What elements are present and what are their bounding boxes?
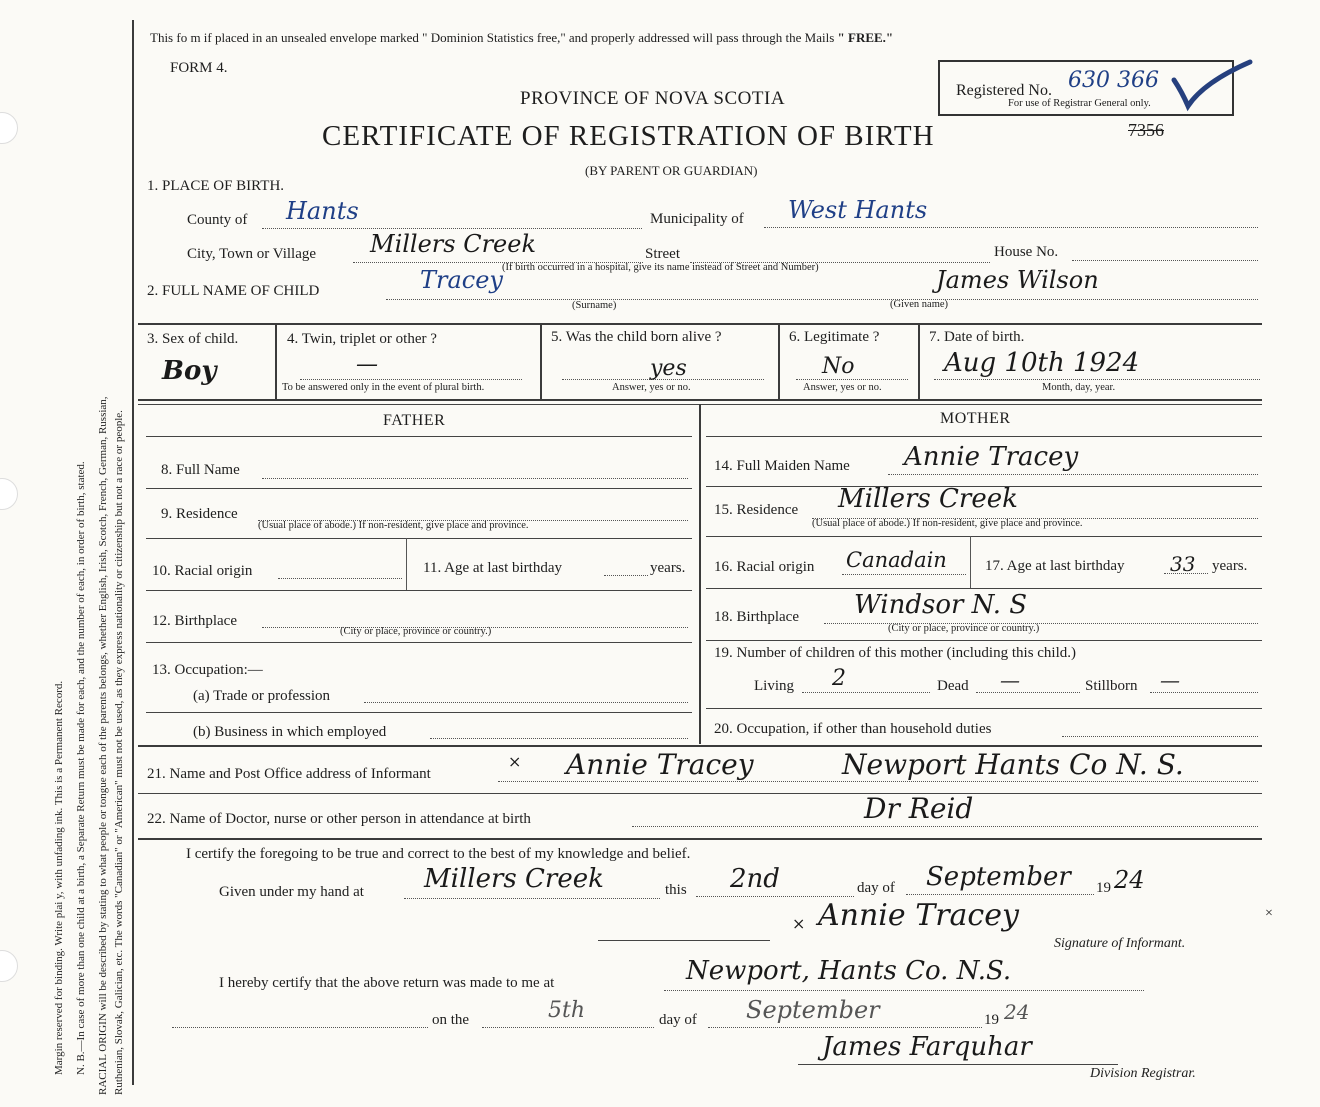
check-mark-icon <box>1170 58 1256 114</box>
father-name-line <box>262 478 688 479</box>
registrar-place-line <box>664 990 1144 991</box>
mother-race-value: Canadain <box>846 548 947 572</box>
informant-top-rule <box>138 745 1262 747</box>
binding-hole-middle <box>0 478 18 510</box>
mother-occupation-line <box>1062 736 1258 737</box>
binding-hole-bottom <box>0 950 18 982</box>
mother-residence-note: (Usual place of abode.) If non-resident, give place and province. <box>812 518 1083 529</box>
father-row-rule-5 <box>146 712 692 713</box>
registrar-place-value: Newport, Hants Co. N.S. <box>686 956 1012 986</box>
postal-free: " FREE." <box>837 30 894 45</box>
col-divider-3 <box>778 323 780 399</box>
child-name-line <box>386 299 1258 300</box>
twin-label: 4. Twin, triplet or other ? <box>287 331 437 347</box>
born-alive-label: 5. Was the child born alive ? <box>551 329 722 345</box>
father-race-line <box>278 578 402 579</box>
registrar-month-line <box>708 1027 982 1028</box>
house-no-line <box>1072 260 1258 261</box>
father-row-rule-1 <box>146 488 692 489</box>
registrar-day-value: 5th <box>548 998 586 1023</box>
registrar-left-line <box>172 1027 428 1028</box>
born-alive-note: Answer, yes or no. <box>612 382 691 393</box>
binding-hole-top <box>0 112 18 144</box>
registrar-day-of-label: day of <box>659 1012 697 1028</box>
division-registrar-label: Division Registrar. <box>1090 1066 1196 1081</box>
given-month-line <box>906 894 1094 895</box>
margin-multiple-birth-note: N. B.—In case of more than one child at a birth, a Separate Return must be made for each, and the number of each, in order of birth, stated. <box>75 461 87 1075</box>
father-heading: FATHER <box>383 412 446 429</box>
registrar-certify-text: I hereby certify that the above return was made to me at <box>219 975 555 991</box>
col-divider-4 <box>918 323 920 399</box>
house-no-label: House No. <box>994 244 1059 260</box>
father-name-label: 8. Full Name <box>161 462 240 478</box>
given-year-prefix: 19 <box>1096 880 1111 896</box>
given-under-hand-label: Given under my hand at <box>219 884 364 900</box>
date-of-birth-line <box>934 379 1260 380</box>
registrar-month-value: September <box>746 996 880 1024</box>
mother-age-unit: years. <box>1212 558 1248 574</box>
mother-residence-value: Millers Creek <box>838 484 1018 514</box>
row-top-rule <box>138 323 1262 325</box>
municipality-label: Municipality of <box>650 211 744 227</box>
doctor-label: 22. Name of Doctor, nurse or other person in attendance at birth <box>147 811 531 827</box>
certificate-title: CERTIFICATE OF REGISTRATION OF BIRTH <box>322 120 935 152</box>
father-age-divider <box>406 538 407 590</box>
given-name-note: (Given name) <box>890 299 949 310</box>
given-day-of-label: day of <box>857 880 895 896</box>
mother-name-line <box>888 474 1258 475</box>
city-value: Millers Creek <box>370 230 537 258</box>
mother-row-rule-2 <box>706 536 1262 537</box>
living-line <box>802 692 930 693</box>
legitimate-line <box>796 379 908 380</box>
stillborn-value: — <box>1160 668 1180 692</box>
mother-age-value: 33 <box>1170 552 1196 576</box>
born-alive-value: yes <box>650 356 687 381</box>
city-label: City, Town or Village <box>187 246 317 262</box>
trade-line <box>364 702 688 703</box>
date-of-birth-label: 7. Date of birth. <box>929 329 1025 345</box>
mother-birthplace-value: Windsor N. S <box>854 590 1028 620</box>
stillborn-line <box>1150 692 1258 693</box>
informant-label: 21. Name and Post Office address of Informant <box>147 766 431 782</box>
child-name-label: 2. FULL NAME OF CHILD <box>147 283 320 299</box>
mother-birthplace-label: 18. Birthplace <box>714 609 799 625</box>
father-residence-label: 9. Residence <box>161 506 238 522</box>
living-value: 2 <box>832 666 846 691</box>
county-label: County of <box>187 212 248 228</box>
certificate-subtitle: (BY PARENT OR GUARDIAN) <box>585 163 758 178</box>
mother-birthplace-note: (City or place, province or country.) <box>888 623 1040 634</box>
trade-label: (a) Trade or profession <box>193 688 331 704</box>
mother-residence-label: 15. Residence <box>714 502 799 518</box>
dead-line <box>976 692 1080 693</box>
mother-name-value: Annie Tracey <box>904 442 1079 472</box>
father-age-unit: years. <box>650 560 686 576</box>
father-race-label: 10. Racial origin <box>152 563 253 579</box>
row-bottom-rule <box>138 399 1262 401</box>
mother-row-rule-3 <box>706 588 1262 589</box>
parents-divider <box>699 404 701 744</box>
margin-binding-note: Margin reserved for binding. Write plai y, with unfading ink. This is a Permanent Record. <box>53 680 65 1075</box>
signature-of-informant-label: Signature of Informant. <box>1054 936 1186 951</box>
father-birthplace-note: (City or place, province or country.) <box>340 626 492 637</box>
father-age-line <box>604 575 648 576</box>
given-place-value: Millers Creek <box>424 864 604 894</box>
postal-note: This fo m if placed in an unsealed envelope marked " Dominion Statistics free," and properly addressed will pass through the Mails " FREE." <box>150 30 894 45</box>
registrar-signature: James Farquhar <box>822 1032 1032 1062</box>
legitimate-note: Answer, yes or no. <box>803 382 882 393</box>
margin-racial-origin-note-2: Ruthenian, Slovak, Galician, etc. The words "Canadian" or "American" must not be used, as they express nationality or citizenship but not a race or people. <box>113 410 125 1095</box>
municipality-line <box>764 227 1258 228</box>
mother-heading: MOTHER <box>940 410 1011 427</box>
this-label: this <box>665 882 687 898</box>
legitimate-label: 6. Legitimate ? <box>789 329 880 345</box>
given-day-line <box>696 896 854 897</box>
registered-label: Registered No. <box>956 82 1052 99</box>
registrar-year-value: 24 <box>1004 1000 1030 1024</box>
business-label: (b) Business in which employed <box>193 724 387 740</box>
twin-value: — <box>356 352 376 377</box>
informant-signature: Annie Tracey <box>818 898 1019 933</box>
street-label: Street <box>645 246 680 262</box>
county-line <box>262 228 642 229</box>
occupation-label: 13. Occupation:— <box>152 662 263 678</box>
mother-heading-rule <box>706 436 1262 437</box>
business-line <box>430 738 688 739</box>
father-heading-rule <box>146 436 692 437</box>
informant-bottom-rule <box>138 793 1262 794</box>
dead-label: Dead <box>937 678 969 694</box>
col-divider-1 <box>275 323 277 399</box>
date-of-birth-note: Month, day, year. <box>1042 382 1116 393</box>
father-birthplace-label: 12. Birthplace <box>152 613 237 629</box>
col-divider-2 <box>540 323 542 399</box>
hospital-note: (If birth occurred in a hospital, give its name instead of Street and Number) <box>502 262 819 273</box>
informant-address-value: Newport Hants Co N. S. <box>842 748 1184 781</box>
on-the-label: on the <box>432 1012 470 1028</box>
sex-label: 3. Sex of child. <box>147 331 239 347</box>
stillborn-label: Stillborn <box>1085 678 1138 694</box>
child-surname-value: Tracey <box>420 266 503 294</box>
registrar-day-line <box>482 1027 654 1028</box>
child-given-name-value: James Wilson <box>936 266 1099 294</box>
signature-mark: × <box>792 914 806 933</box>
mother-row-rule-5 <box>706 708 1262 709</box>
certify-text: I certify the foregoing to be true and correct to the best of my knowledge and belief. <box>186 846 691 862</box>
given-day-value: 2nd <box>730 864 780 894</box>
margin-racial-origin-note-1: RACIAL ORIGIN will be described by stating to what people or tongue each of the parents belongs, whether English, Irish, Scotch, French, German, Russian, <box>97 396 109 1095</box>
mother-race-label: 16. Racial origin <box>714 559 815 575</box>
father-row-rule-3 <box>146 590 692 591</box>
informant-line <box>498 781 1258 782</box>
mother-age-label: 17. Age at last birthday <box>985 558 1125 574</box>
margin-border <box>132 20 134 1085</box>
county-value: Hants <box>286 197 359 225</box>
sex-value: Boy <box>162 356 217 386</box>
mother-row-rule-4 <box>706 640 1262 641</box>
children-count-label: 19. Number of children of this mother (including this child.) <box>714 645 1077 661</box>
mother-name-label: 14. Full Maiden Name <box>714 458 850 474</box>
place-of-birth-heading: 1. PLACE OF BIRTH. <box>147 178 285 194</box>
twin-line <box>300 379 522 380</box>
father-row-rule-2 <box>146 538 692 539</box>
crossed-number: 7356 <box>1128 120 1164 140</box>
mother-occupation-label: 20. Occupation, if other than household duties <box>714 721 992 737</box>
left-signature-rule <box>598 940 770 941</box>
informant-mark: × <box>508 752 522 771</box>
father-residence-note: (Usual place of abode.) If non-resident, give place and province. <box>258 520 529 531</box>
form-number: FORM 4. <box>170 60 228 76</box>
legitimate-value: No <box>822 354 855 379</box>
registrar-general-note: For use of Registrar General only. <box>1008 98 1151 109</box>
informant-star: × <box>1265 906 1273 921</box>
given-year-value: 24 <box>1114 866 1145 894</box>
province-heading: PROVINCE OF NOVA SCOTIA <box>520 88 786 109</box>
informant-name-value: Annie Tracey <box>566 748 754 781</box>
municipality-value: West Hants <box>788 196 928 224</box>
mother-age-divider <box>970 536 971 588</box>
father-age-label: 11. Age at last birthday <box>423 560 562 576</box>
registrar-year-prefix: 19 <box>984 1012 999 1028</box>
dead-value: — <box>1000 668 1020 692</box>
given-place-line <box>404 898 660 899</box>
registered-number: 630 366 <box>1068 68 1159 93</box>
father-row-rule-4 <box>146 642 692 643</box>
doctor-bottom-rule <box>138 838 1262 840</box>
mother-race-line <box>842 574 966 575</box>
registrar-signature-rule <box>798 1064 1118 1065</box>
twin-note: To be answered only in the event of plural birth. <box>282 382 485 393</box>
surname-note: (Surname) <box>572 300 617 311</box>
given-month-value: September <box>926 862 1071 892</box>
date-of-birth-value: Aug 10th 1924 <box>944 348 1140 378</box>
doctor-line <box>632 826 1258 827</box>
doctor-value: Dr Reid <box>864 792 974 825</box>
living-label: Living <box>754 678 794 694</box>
